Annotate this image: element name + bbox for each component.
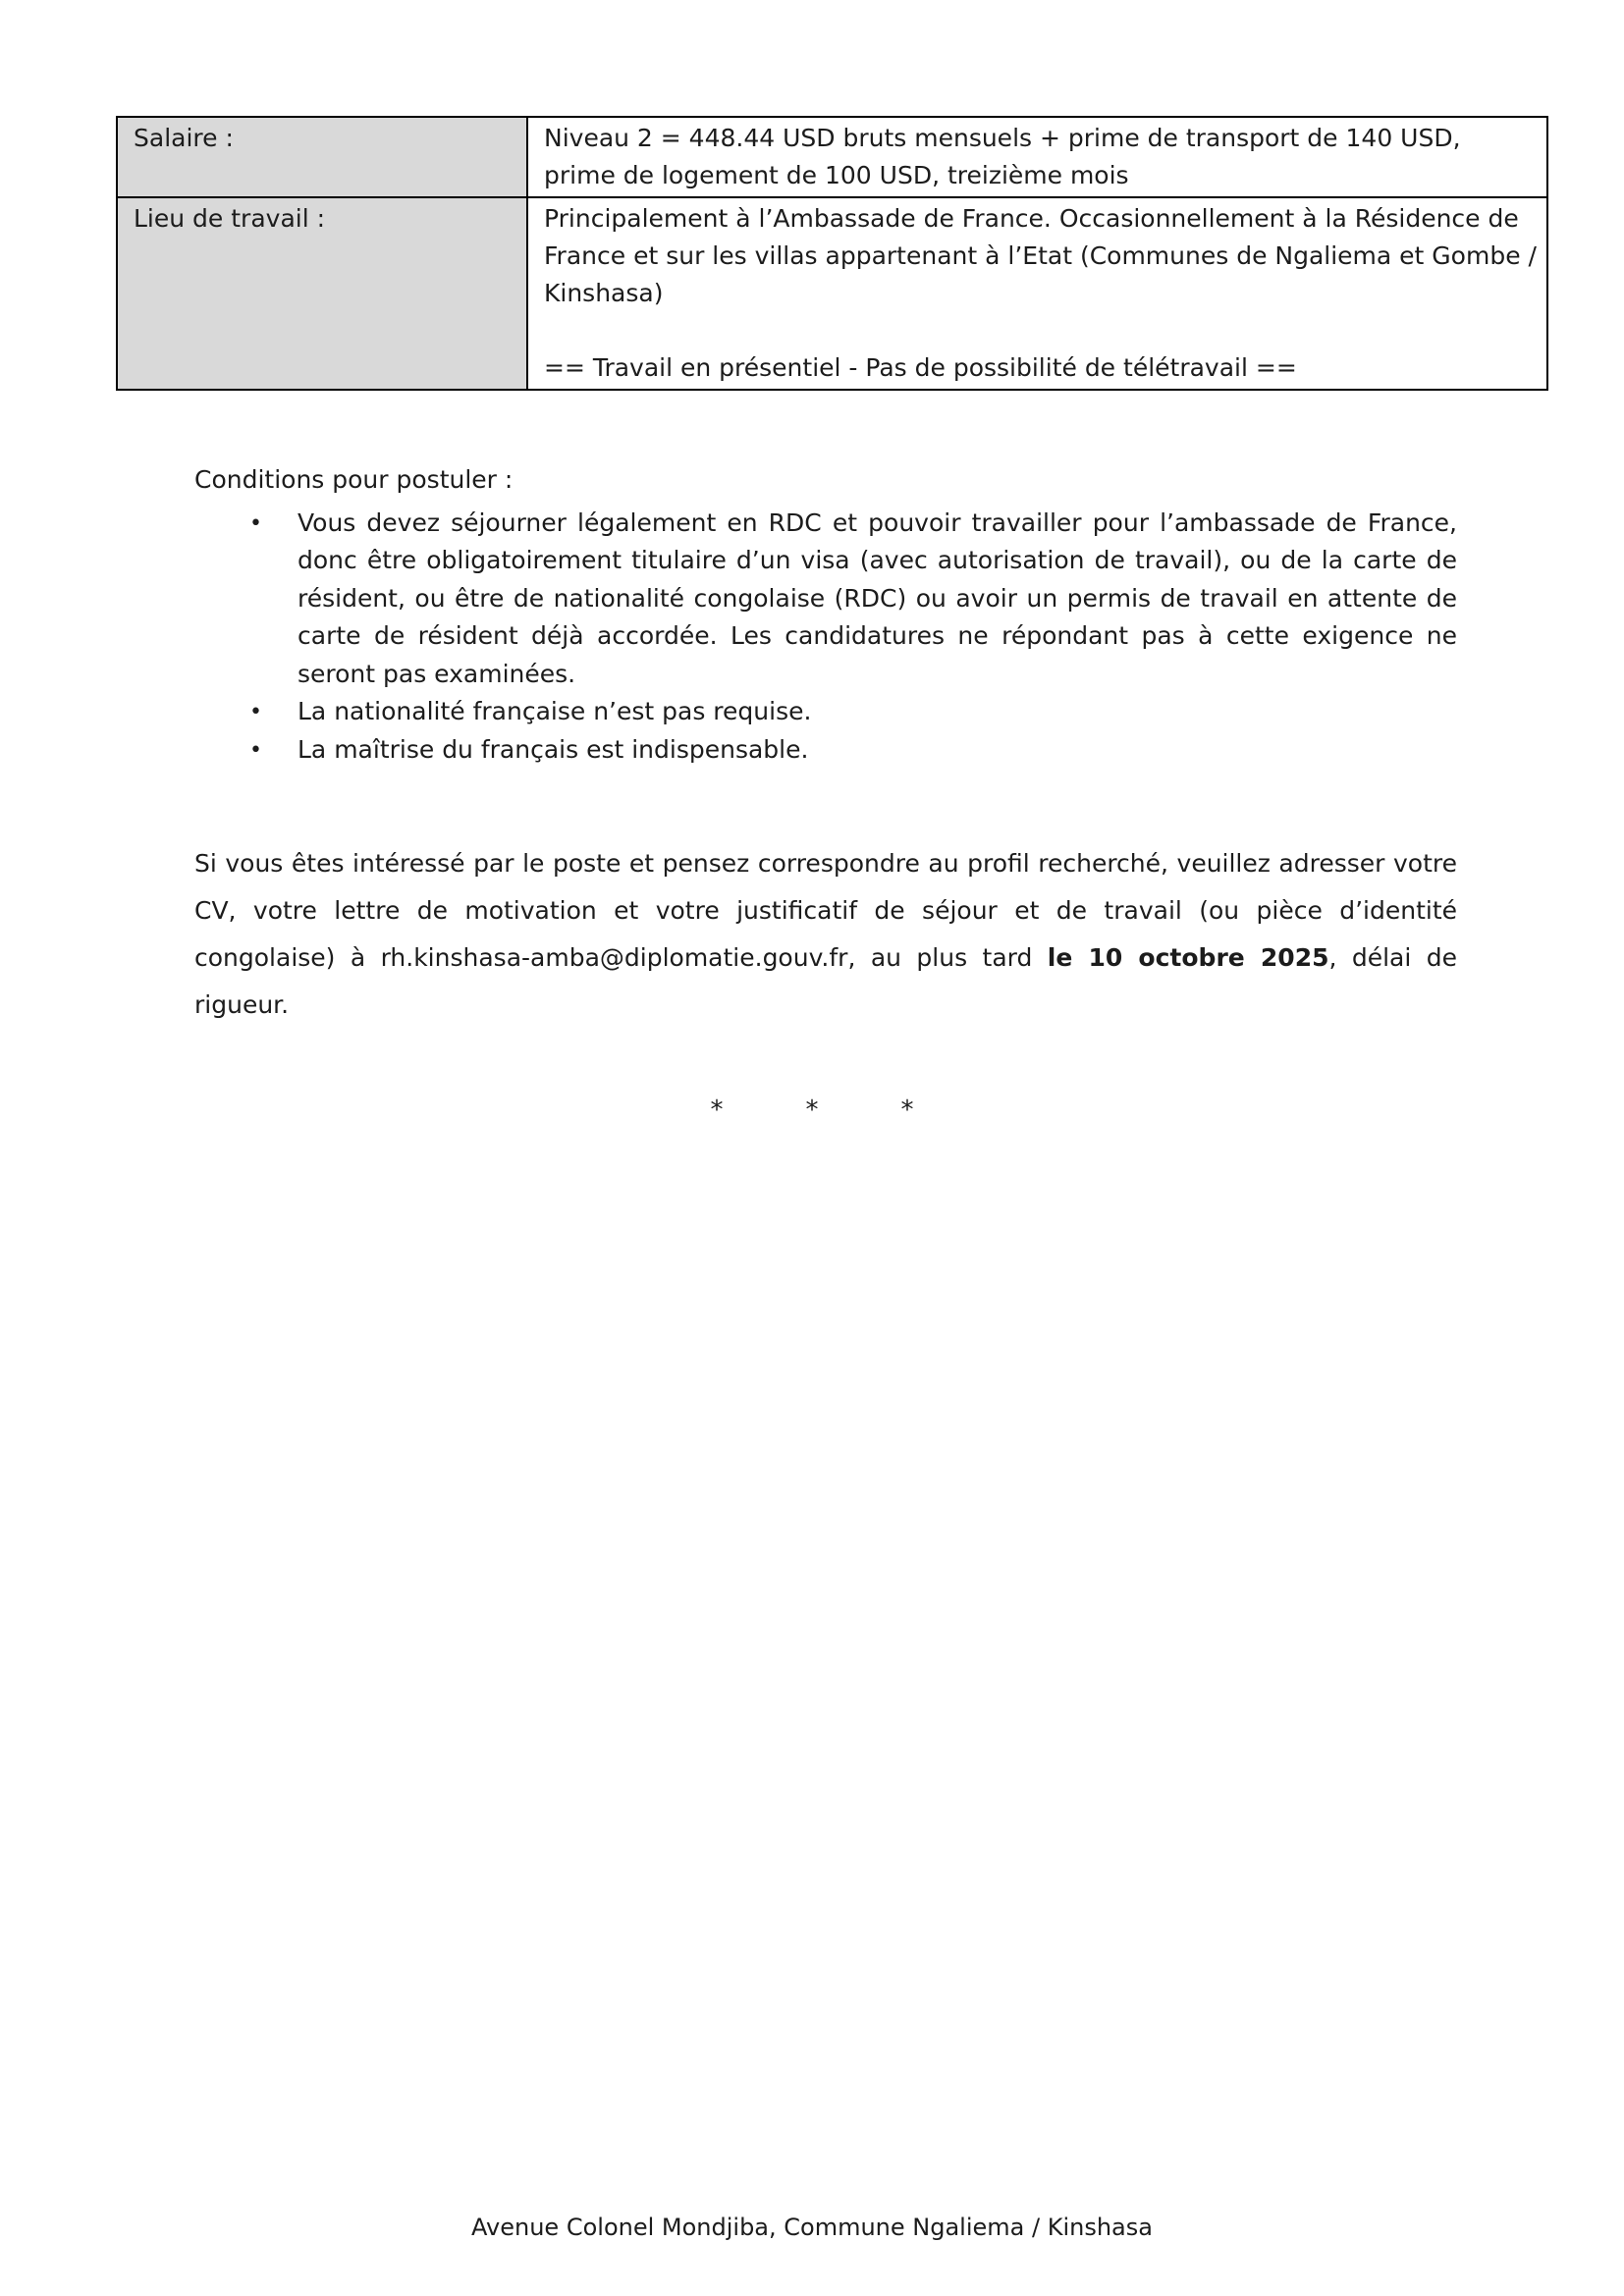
bullet-icon: • — [249, 700, 262, 724]
asterisk: * — [805, 1095, 819, 1125]
list-item — [194, 505, 1457, 694]
salary-value: Niveau 2 = 448.44 USD bruts mensuels + prime de transport de 140 USD, prime de logement de 100 USD, treizième mois — [544, 124, 1461, 189]
bullet-icon: • — [249, 510, 262, 536]
bullet-text: La nationalité française n’est pas requise. — [298, 697, 812, 725]
conditions-heading: Conditions pour postuler : — [194, 465, 514, 494]
onsite-work-note: == Travail en présentiel - Pas de possibilité de télétravail == — [544, 353, 1297, 382]
application-paragraph — [194, 840, 1457, 1029]
asterisk-separator — [0, 1095, 1624, 1125]
job-details-table — [116, 116, 1548, 391]
application-middle: , au plus tard — [847, 943, 1048, 972]
footer-address: Avenue Colonel Mondjiba, Commune Ngaliema / Kinshasa — [471, 2214, 1153, 2241]
asterisk: * — [710, 1095, 724, 1125]
application-outro: , délai de rigueur. — [194, 943, 1457, 1019]
workplace-value-cell — [527, 197, 1547, 390]
email-address: rh.kinshasa-amba@diplomatie.gouv.fr — [380, 943, 848, 972]
bullet-text: La maîtrise du français est indispensable. — [298, 734, 809, 764]
workplace-value: Principalement à l’Ambassade de France. Occasionnellement à la Résidence de France et sur les villas appartenant à l’Etat (Communes de Ngaliema et Gombe / Kinshasa) — [544, 204, 1537, 307]
application-deadline: le 10 octobre 2025 — [1047, 943, 1329, 972]
workplace-label-cell: Lieu de travail : — [117, 197, 527, 390]
list-item — [194, 693, 1457, 731]
conditions-section — [194, 461, 1457, 769]
table-row-workplace — [117, 197, 1547, 390]
bullet-icon: • — [249, 737, 262, 763]
salary-label-cell: Salaire : — [117, 117, 527, 197]
list-item — [194, 731, 1457, 770]
conditions-list — [194, 505, 1457, 770]
salary-value-cell — [527, 117, 1547, 197]
bullet-text: Vous devez séjourner légalement en RDC et pouvoir travailler pour l’ambassade de France, donc être obligatoirement titulaire d’un visa (avec autorisation de travail), ou de la carte de résident, ou être de nationalité congolaise (RDC) ou avoir un permis de travail en attente de carte de résident déjà accordée. Les candidatures ne répondant pas à cette exigence ne seront pas examinées. — [298, 507, 1457, 688]
asterisk: * — [900, 1095, 914, 1125]
application-intro: Si vous êtes intéressé par le poste et pensez correspondre au profil recherché, veuillez adresser votre CV, votre lettre de motivation et votre justificatif de séjour et de travail (ou pièce d’identité congolaise) à — [194, 849, 1457, 972]
table-row-salary — [117, 117, 1547, 197]
